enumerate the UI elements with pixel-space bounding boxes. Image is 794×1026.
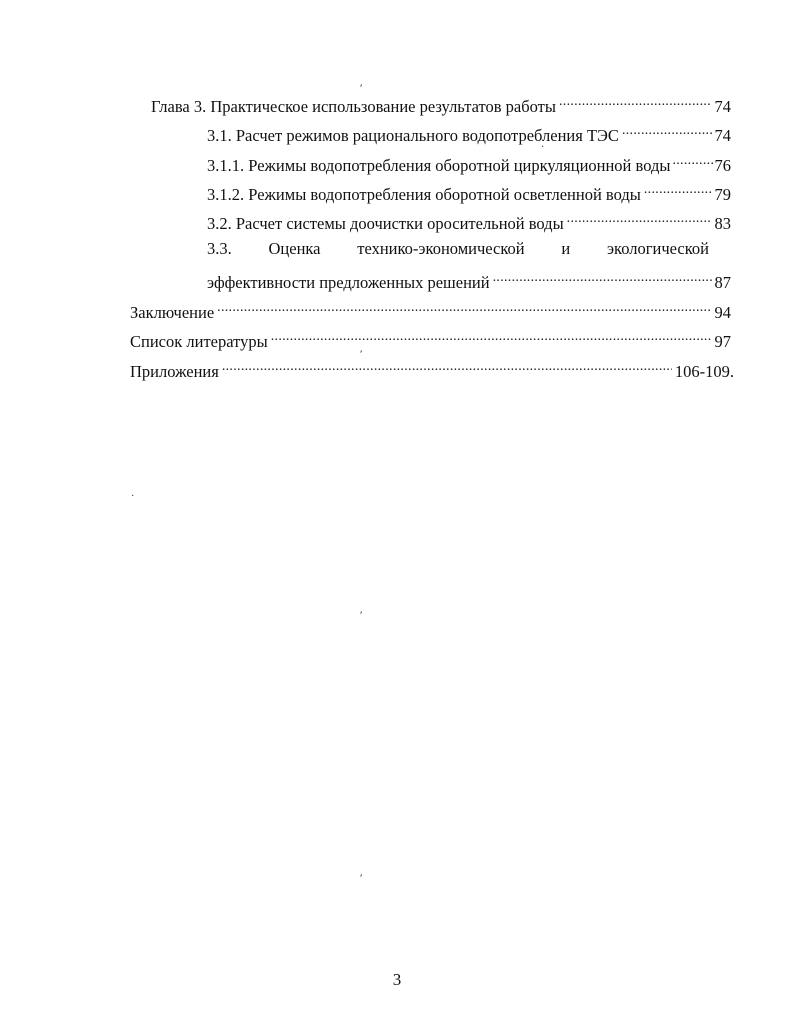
toc-entry-title: 3.1.2. Режимы водопотребления оборотной осветленной воды [207, 185, 641, 204]
toc-entry-title: 3.2. Расчет системы доочистки оросительной воды [207, 214, 564, 233]
toc-word: экологической [606, 239, 709, 258]
toc-entry-title: эффективности предложенных решений [207, 273, 490, 292]
toc-word: и [561, 239, 571, 258]
dot-leader [672, 151, 712, 171]
toc-entry-page: 97 [714, 332, 731, 351]
toc-entry-chapter-3 [151, 92, 731, 117]
toc-entry-conclusion [130, 298, 731, 323]
toc-entry-references [130, 327, 731, 352]
page-number: 3 [392, 970, 402, 989]
scan-speck: ⸴ [360, 345, 363, 356]
scan-speck: · [131, 491, 135, 502]
dot-leader [644, 180, 712, 200]
toc-entry-page: 87 [714, 273, 731, 292]
toc-entry-page: 106-109. [674, 362, 734, 381]
dot-leader [622, 121, 712, 141]
toc-entry-title: Список литературы [130, 332, 268, 351]
dot-leader [559, 92, 712, 112]
toc-entry-title: Приложения [130, 362, 219, 381]
toc-entry-page: 74 [714, 126, 731, 145]
scan-speck: ⸴ [360, 79, 363, 90]
toc-entry-appendices [130, 357, 734, 382]
toc-word: технико-экономической [357, 239, 525, 258]
toc-entry-title: 3.1. Расчет режимов рационального водопотребления ТЭС [207, 126, 619, 145]
toc-entry-page: 76 [714, 156, 731, 175]
toc-word: Оценка [268, 239, 321, 258]
toc-entry-title: 3.1.1. Режимы водопотребления оборотной циркуляционной воды [207, 156, 671, 175]
dot-leader [222, 357, 672, 377]
dot-leader [567, 209, 712, 229]
scan-speck: ⸴ [360, 869, 363, 880]
toc-entry-title: Глава 3. Практическое использование результатов работы [151, 97, 556, 116]
toc-entry-page: 79 [714, 185, 731, 204]
scan-speck: · [541, 142, 545, 153]
toc-entry-3-3-line-1 [207, 239, 709, 259]
dot-leader [271, 327, 712, 347]
toc-entry-page: 74 [714, 97, 731, 116]
toc-entry-page: 83 [714, 214, 731, 233]
toc-entry-3-1-1 [207, 151, 731, 176]
toc-entry-3-2 [207, 209, 731, 234]
toc-word: 3.3. [207, 239, 232, 258]
toc-entry-3-3-line-2 [207, 268, 731, 293]
toc-entry-3-1-2 [207, 180, 731, 205]
toc-entry-page: 94 [714, 303, 731, 322]
toc-entry-title: Заключение [130, 303, 215, 322]
toc-entry-3-1 [207, 121, 731, 146]
dot-leader [217, 298, 711, 318]
dot-leader [493, 268, 712, 288]
scan-speck: ⸴ [360, 606, 363, 617]
